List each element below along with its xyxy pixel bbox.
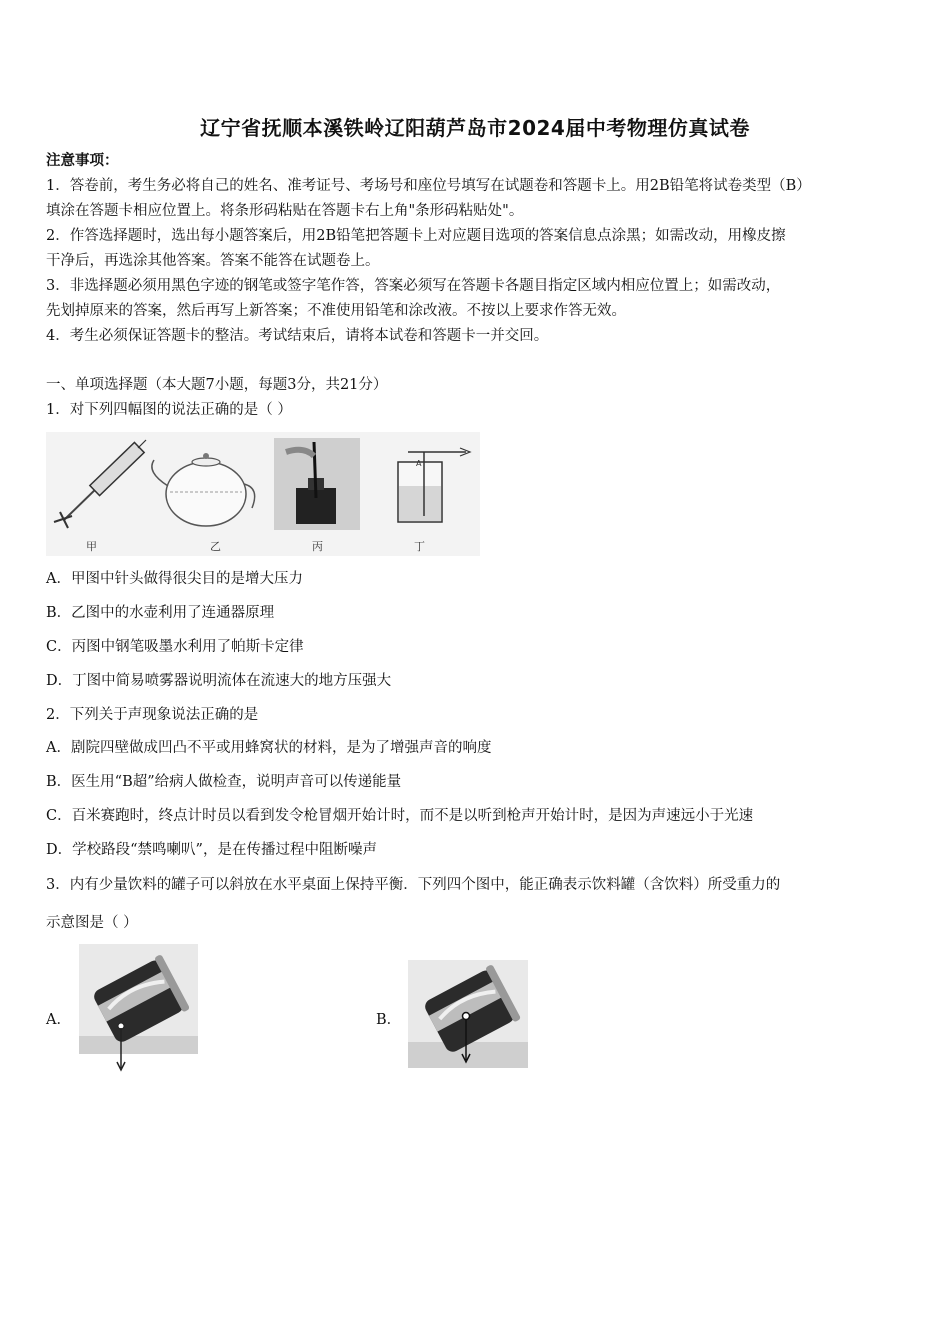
notice-line: 填涂在答题卡相应位置上。将条形码粘贴在答题卡右上角"条形码粘贴处"。: [46, 203, 524, 219]
answer-option: A．剧院四壁做成凹凸不平或用蜂窝状的材料，是为了增强声音的响度: [46, 740, 492, 756]
can-figure-a: [79, 944, 198, 1054]
syringe-illustration: [54, 440, 146, 528]
can-figure-a-svg: [79, 944, 198, 1074]
question-stem: 3．内有少量饮料的罐子可以斜放在水平桌面上保持平衡．下列四个图中，能正确表示饮料罐（含饮料）所受重力的: [46, 877, 781, 893]
answer-option: C．丙图中钢笔吸墨水利用了帕斯卡定律: [46, 639, 304, 655]
answer-option: D．学校路段“禁鸣喇叭”，是在传播过程中阻断噪声: [46, 842, 377, 858]
ink-bottle-illustration: [274, 438, 360, 530]
figure-label: 丙: [312, 540, 323, 553]
question-stem-continued: 示意图是（ ）: [46, 915, 138, 931]
can-figure-b-svg: [408, 960, 528, 1068]
sprayer-mark: A: [416, 459, 422, 468]
figure-label: 乙: [210, 540, 221, 553]
answer-option: B．医生用“B超”给病人做检查，说明声音可以传递能量: [46, 774, 402, 790]
answer-option: B．: [376, 1012, 402, 1028]
q1-figure-svg: [46, 432, 480, 556]
can-figure-b: [408, 960, 528, 1068]
section-heading: 一、单项选择题（本大题7小题，每题3分，共21分）: [46, 377, 388, 393]
figure-label: 甲: [86, 540, 97, 553]
notice-line: 1．答卷前，考生务必将自己的姓名、准考证号、考场号和座位号填写在试题卷和答题卡上。用2B铅笔将试卷类型（B）: [46, 178, 811, 194]
answer-option: B．乙图中的水壶利用了连通器原理: [46, 605, 275, 621]
notice-line: 2．作答选择题时，选出每小题答案后，用2B铅笔把答题卡上对应题目选项的答案信息点涂黑；如需改动，用橡皮擦: [46, 228, 786, 244]
answer-option: D．丁图中简易喷雾器说明流体在流速大的地方压强大: [46, 673, 392, 689]
q1-figure: [46, 432, 480, 556]
notice-heading: 注意事项：: [46, 152, 119, 169]
answer-option: C．百米赛跑时，终点计时员以看到发令枪冒烟开始计时，而不是以听到枪声开始计时，是因为声速远小于光速: [46, 808, 754, 824]
figure-label: 丁: [414, 540, 425, 553]
notice-line: 干净后，再选涂其他答案。答案不能答在试题卷上。: [46, 253, 380, 269]
notice-line: 3．非选择题必须用黑色字迹的钢笔或签字笔作答，答案必须写在答题卡各题目指定区域内相应位置上；如需改动，: [46, 278, 781, 294]
teapot-illustration: [152, 453, 255, 526]
notice-line: 4．考生必须保证答题卡的整洁。考试结束后，请将本试卷和答题卡一并交回。: [46, 328, 549, 344]
question-stem: 1．对下列四幅图的说法正确的是（ ）: [46, 402, 292, 418]
sprayer-illustration: [398, 448, 470, 522]
question-stem: 2．下列关于声现象说法正确的是: [46, 707, 259, 723]
exam-title: 辽宁省抚顺本溪铁岭辽阳葫芦岛市2024届中考物理仿真试卷: [200, 116, 750, 140]
notice-line: 先划掉原来的答案，然后再写上新答案；不准使用铅笔和涂改液。不按以上要求作答无效。: [46, 303, 626, 319]
answer-option: A．: [46, 1012, 71, 1028]
answer-option: A．甲图中针头做得很尖目的是增大压力: [46, 571, 303, 587]
